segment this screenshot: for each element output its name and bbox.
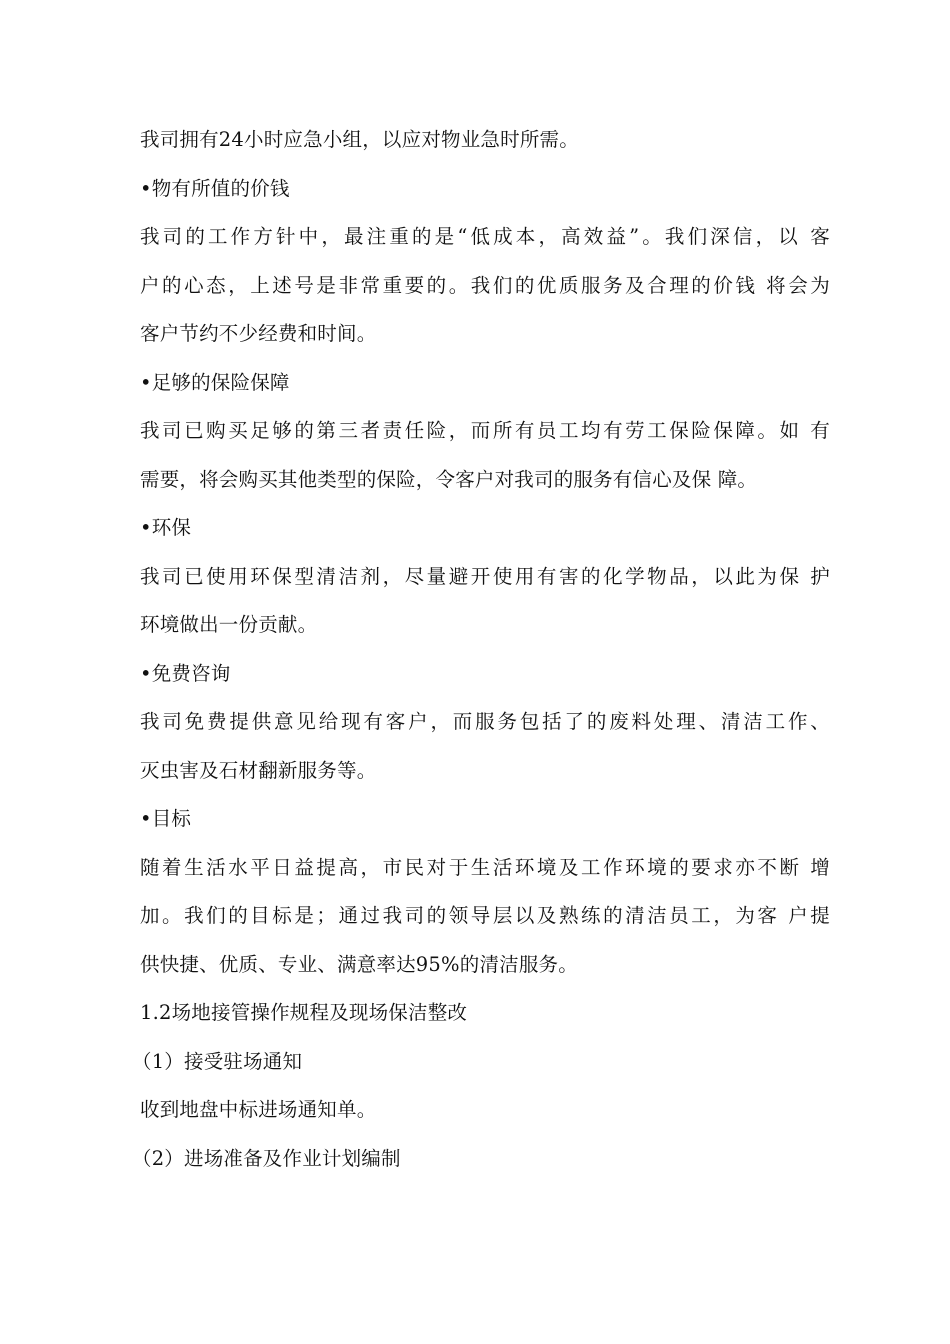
paragraph-line: 我司的工作方针中，最注重的是“低成本，高效益”。我们深信，以 客	[140, 225, 830, 248]
paragraph-line: 灭虫害及石材翻新服务等。	[140, 758, 377, 782]
bullet-heading: •免费咨询	[140, 661, 231, 685]
subsection-heading: （1）接受驻场通知	[132, 1049, 303, 1073]
bullet-heading: •目标	[140, 807, 192, 830]
bullet-heading: •环保	[140, 516, 192, 539]
bullet-heading: •足够的保险保障	[140, 370, 290, 394]
paragraph-line: 需要，将会购买其他类型的保险，令客户对我司的服务有信心及保 障。	[140, 467, 758, 491]
paragraph-line: 收到地盘中标进场通知单。	[140, 1098, 377, 1121]
paragraph-line: 客户节约不少经费和时间。	[140, 322, 377, 345]
paragraph-line: 我司已购买足够的第三者责任险，而所有员工均有劳工保险保障。如 有	[140, 419, 830, 442]
paragraph-line: 我司拥有24小时应急小组，以应对物业急时所需。	[140, 128, 579, 151]
document-body	[132, 116, 830, 1183]
paragraph-line: 户的心态，上述号是非常重要的。我们的优质服务及合理的价钱 将会为	[140, 273, 830, 297]
paragraph-line: 随着生活水平日益提高，市民对于生活环境及工作环境的要求亦不断 增	[140, 855, 830, 879]
paragraph-line: 供快捷、优质、专业、满意率达95%的清洁服务。	[140, 952, 578, 976]
paragraph-line: 环境做出一份贡献。	[140, 613, 318, 636]
section-heading: 1.2场地接管操作规程及现场保洁整改	[140, 1001, 468, 1024]
paragraph-line: 我司免费提供意见给现有客户，而服务包括了的废料处理、清洁工作、	[140, 710, 830, 733]
paragraph-line: 我司已使用环保型清洁剂，尽量避开使用有害的化学物品，以此为保 护	[140, 564, 830, 588]
bullet-heading: •物有所值的价钱	[140, 176, 290, 200]
subsection-heading: （2）进场准备及作业计划编制	[132, 1146, 401, 1170]
paragraph-line: 加。我们的目标是；通过我司的领导层以及熟练的清洁员工，为客 户提	[140, 904, 830, 927]
